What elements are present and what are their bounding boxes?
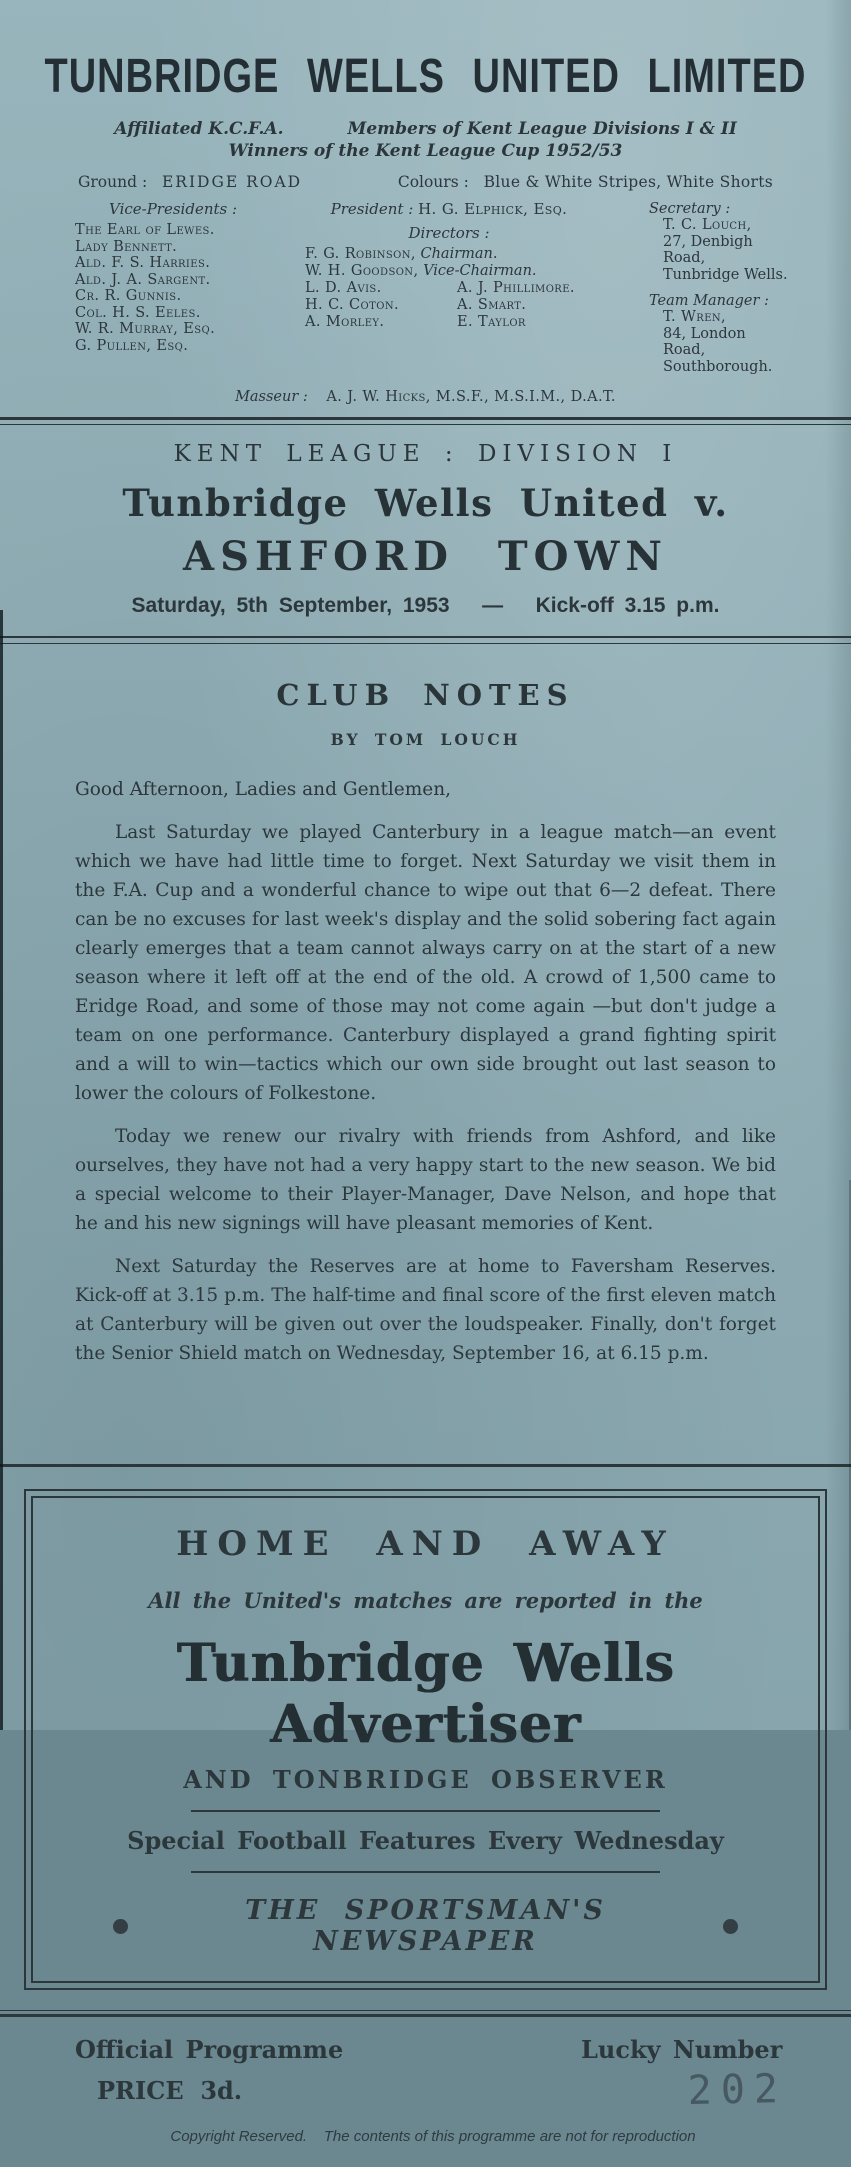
- secretary-address-line: Tunbridge Wells.: [663, 266, 788, 283]
- colours-value: Blue & White Stripes, White Shorts: [483, 173, 773, 191]
- secretary-block: [649, 201, 791, 283]
- vice-president-name: Lady Bennett.: [75, 238, 178, 255]
- winners-text: Winners of the Kent League Cup 1952/53: [228, 141, 623, 161]
- vice-president-name: W. R. Murray, Esq.: [75, 321, 216, 337]
- league-heading: KENT LEAGUE : DIVISION I: [173, 441, 678, 467]
- president-label: President :: [330, 200, 414, 218]
- secretary-label: Secretary :: [649, 201, 731, 217]
- vice-presidents-column: [75, 201, 293, 385]
- advert-heading: HOME AND AWAY: [176, 1524, 675, 1564]
- club-notes-byline: BY TOM LOUCH: [330, 730, 521, 749]
- team-manager-address-line: 84, London Road,: [663, 325, 746, 358]
- club-title: TUNBRIDGE WELLS UNITED LIMITED: [44, 50, 807, 104]
- club-notes-section: [0, 678, 851, 1368]
- price-label: PRICE 3d.: [97, 2076, 243, 2105]
- advert-feature-line: Special Football Features Every Wednesday: [127, 1826, 724, 1855]
- masseur-name: A. J. W. Hicks, M.S.F., M.S.I.M., D.A.T.: [326, 389, 616, 405]
- ink-stamp-icon: [390, 2055, 412, 2081]
- team-manager-name: T. Wren,: [663, 309, 727, 325]
- directors-row: [305, 297, 605, 313]
- director-chairman: [305, 246, 605, 262]
- president-name: H. G. Elphick, Esq.: [418, 200, 568, 218]
- divider-rule: [0, 1464, 851, 1467]
- director-name: A. J. Phillimore.: [457, 280, 575, 296]
- directors-row: [305, 280, 605, 296]
- vice-chairman-role: Vice-Chairman.: [423, 263, 537, 279]
- director-name: A. Smart.: [457, 297, 527, 313]
- director-name: H. C. Coton.: [305, 297, 399, 313]
- bullet-icon: [723, 1919, 738, 1934]
- masthead-subtitle: [0, 119, 851, 161]
- directors-column: [293, 201, 605, 385]
- advert-box: [24, 1489, 827, 1990]
- director-name: A. Morley.: [305, 314, 385, 330]
- team-manager-address-line: Southborough.: [663, 358, 773, 375]
- masseur-label: Masseur :: [235, 389, 308, 405]
- advert-tagline: THE SPORTSMAN'S NEWSPAPER: [245, 1895, 606, 1957]
- advert-tagline-row: [47, 1895, 804, 1957]
- scan-edge-left: [0, 610, 3, 1730]
- lucky-number-label: Lucky Number: [581, 2035, 783, 2064]
- secretary-name: T. C. Louch,: [663, 217, 752, 233]
- team-manager-label: Team Manager :: [649, 293, 769, 309]
- newspaper-subname: AND TONBRIDGE OBSERVER: [183, 1765, 668, 1794]
- masthead: [0, 0, 851, 161]
- vice-president-name: The Earl of Lewes.: [75, 222, 215, 238]
- away-team-line: ASHFORD TOWN: [183, 533, 668, 580]
- masseur-line: [0, 389, 851, 405]
- ground-colours-row: [0, 161, 851, 191]
- club-notes-body: [75, 775, 776, 1368]
- vice-president-name: Ald. J. A. Sargent.: [75, 271, 211, 288]
- vice-president-name: Cr. R. Gunnis.: [75, 288, 182, 304]
- footer-right: [581, 2035, 791, 2114]
- ground: [78, 173, 302, 191]
- vice-president-name: Ald. F. S. Harries.: [75, 255, 211, 271]
- director-name: L. D. Avis.: [305, 280, 382, 296]
- vice-president-name: G. Pullen, Esq.: [75, 337, 189, 354]
- president-line: [293, 201, 605, 217]
- chairman-name: F. G. Robinson,: [305, 246, 416, 262]
- director-vice-chairman: [305, 263, 605, 279]
- notes-paragraph: Next Saturday the Reserves are at home to Faversham Reserves. Kick-off at 3.15 p.m. The half-time and final score of the first eleven match at Canterbury will be given out over the loudspeaker. Finally, don't forget the Senior Shield match on Wednesday, September 16, at 6.15 p.m.: [75, 1256, 776, 1364]
- colours-label: Colours :: [397, 173, 469, 191]
- affiliation-row: [0, 119, 851, 139]
- salutation: Good Afternoon, Ladies and Gentlemen,: [75, 779, 452, 800]
- bullet-icon: [113, 1919, 128, 1934]
- vice-chairman-name: W. H. Goodson,: [305, 263, 419, 279]
- ground-label: Ground :: [78, 173, 148, 191]
- directors-list: [305, 280, 605, 330]
- footer-left: [75, 2035, 343, 2105]
- match-date-line: Saturday, 5th September, 1953 — Kick-off 3.15 p.m.: [131, 594, 720, 617]
- secretary-column: [649, 201, 791, 385]
- notes-paragraph: Today we renew our rivalry with friends from Ashford, and like ourselves, they have not had a very happy start to the new season. We bid a special welcome to their Player-Manager, Dave Nelson, and hope that he and his new signings will have pleasant memories of Kent.: [75, 1126, 776, 1234]
- advert-lede: All the United's matches are reported in the: [148, 1588, 703, 1613]
- footer-section: [0, 2017, 851, 2167]
- membership-text: Members of Kent League Divisions I & II: [347, 119, 737, 139]
- copyright-line: Copyright Reserved. The contents of this programme are not for reproduction: [170, 2128, 696, 2145]
- notes-paragraph: Last Saturday we played Canterbury in a league match—an event which we have had little time to forget. Next Saturday we visit them in the F.A. Cup and a wonderful chance to wipe out that 6—2 defeat. There can be no excuses for last week's display and the solid sobering fact again clearly emerges that a team cannot always carry on at the start of a new season where it left off at the end of the old. A crowd of 1,500 came to Eridge Road, and some of those may not come again —but don't judge a team on one performance. Canterbury displayed a grand fighting spirit and a will to win—tactics which our own side brought out last season to lower the colours of Folkestone.: [75, 822, 776, 1104]
- advert-divider: [191, 1871, 660, 1873]
- official-programme-label: Official Programme: [75, 2035, 344, 2064]
- director-name: E. Taylor: [457, 314, 526, 330]
- match-section: [0, 441, 851, 618]
- directors-label: Directors :: [408, 224, 490, 242]
- divider-rule: [0, 636, 851, 644]
- vice-president-name: Col. H. S. Eeles.: [75, 304, 201, 321]
- chairman-role: Chairman.: [420, 246, 498, 262]
- secretary-address-line: 27, Denbigh Road,: [663, 233, 753, 266]
- advert-divider: [191, 1810, 660, 1812]
- newspaper-name: Tunbridge Wells Advertiser: [176, 1633, 675, 1755]
- divider-rule: [0, 2010, 851, 2017]
- lucky-number-stamp: 202: [687, 2065, 788, 2114]
- directors-row: [305, 314, 605, 330]
- colours: [398, 173, 773, 191]
- club-notes-heading: CLUB NOTES: [276, 678, 575, 712]
- vice-presidents-label: Vice-Presidents :: [109, 200, 238, 218]
- officials-section: [0, 191, 851, 385]
- affiliation-text: Affiliated K.C.F.A.: [114, 119, 284, 139]
- ground-value: ERIDGE ROAD: [161, 173, 303, 191]
- home-team-line: Tunbridge Wells United v.: [122, 481, 729, 525]
- team-manager-block: [649, 293, 791, 375]
- advert-box-inner: [31, 1496, 820, 1983]
- divider-rule: [0, 417, 851, 425]
